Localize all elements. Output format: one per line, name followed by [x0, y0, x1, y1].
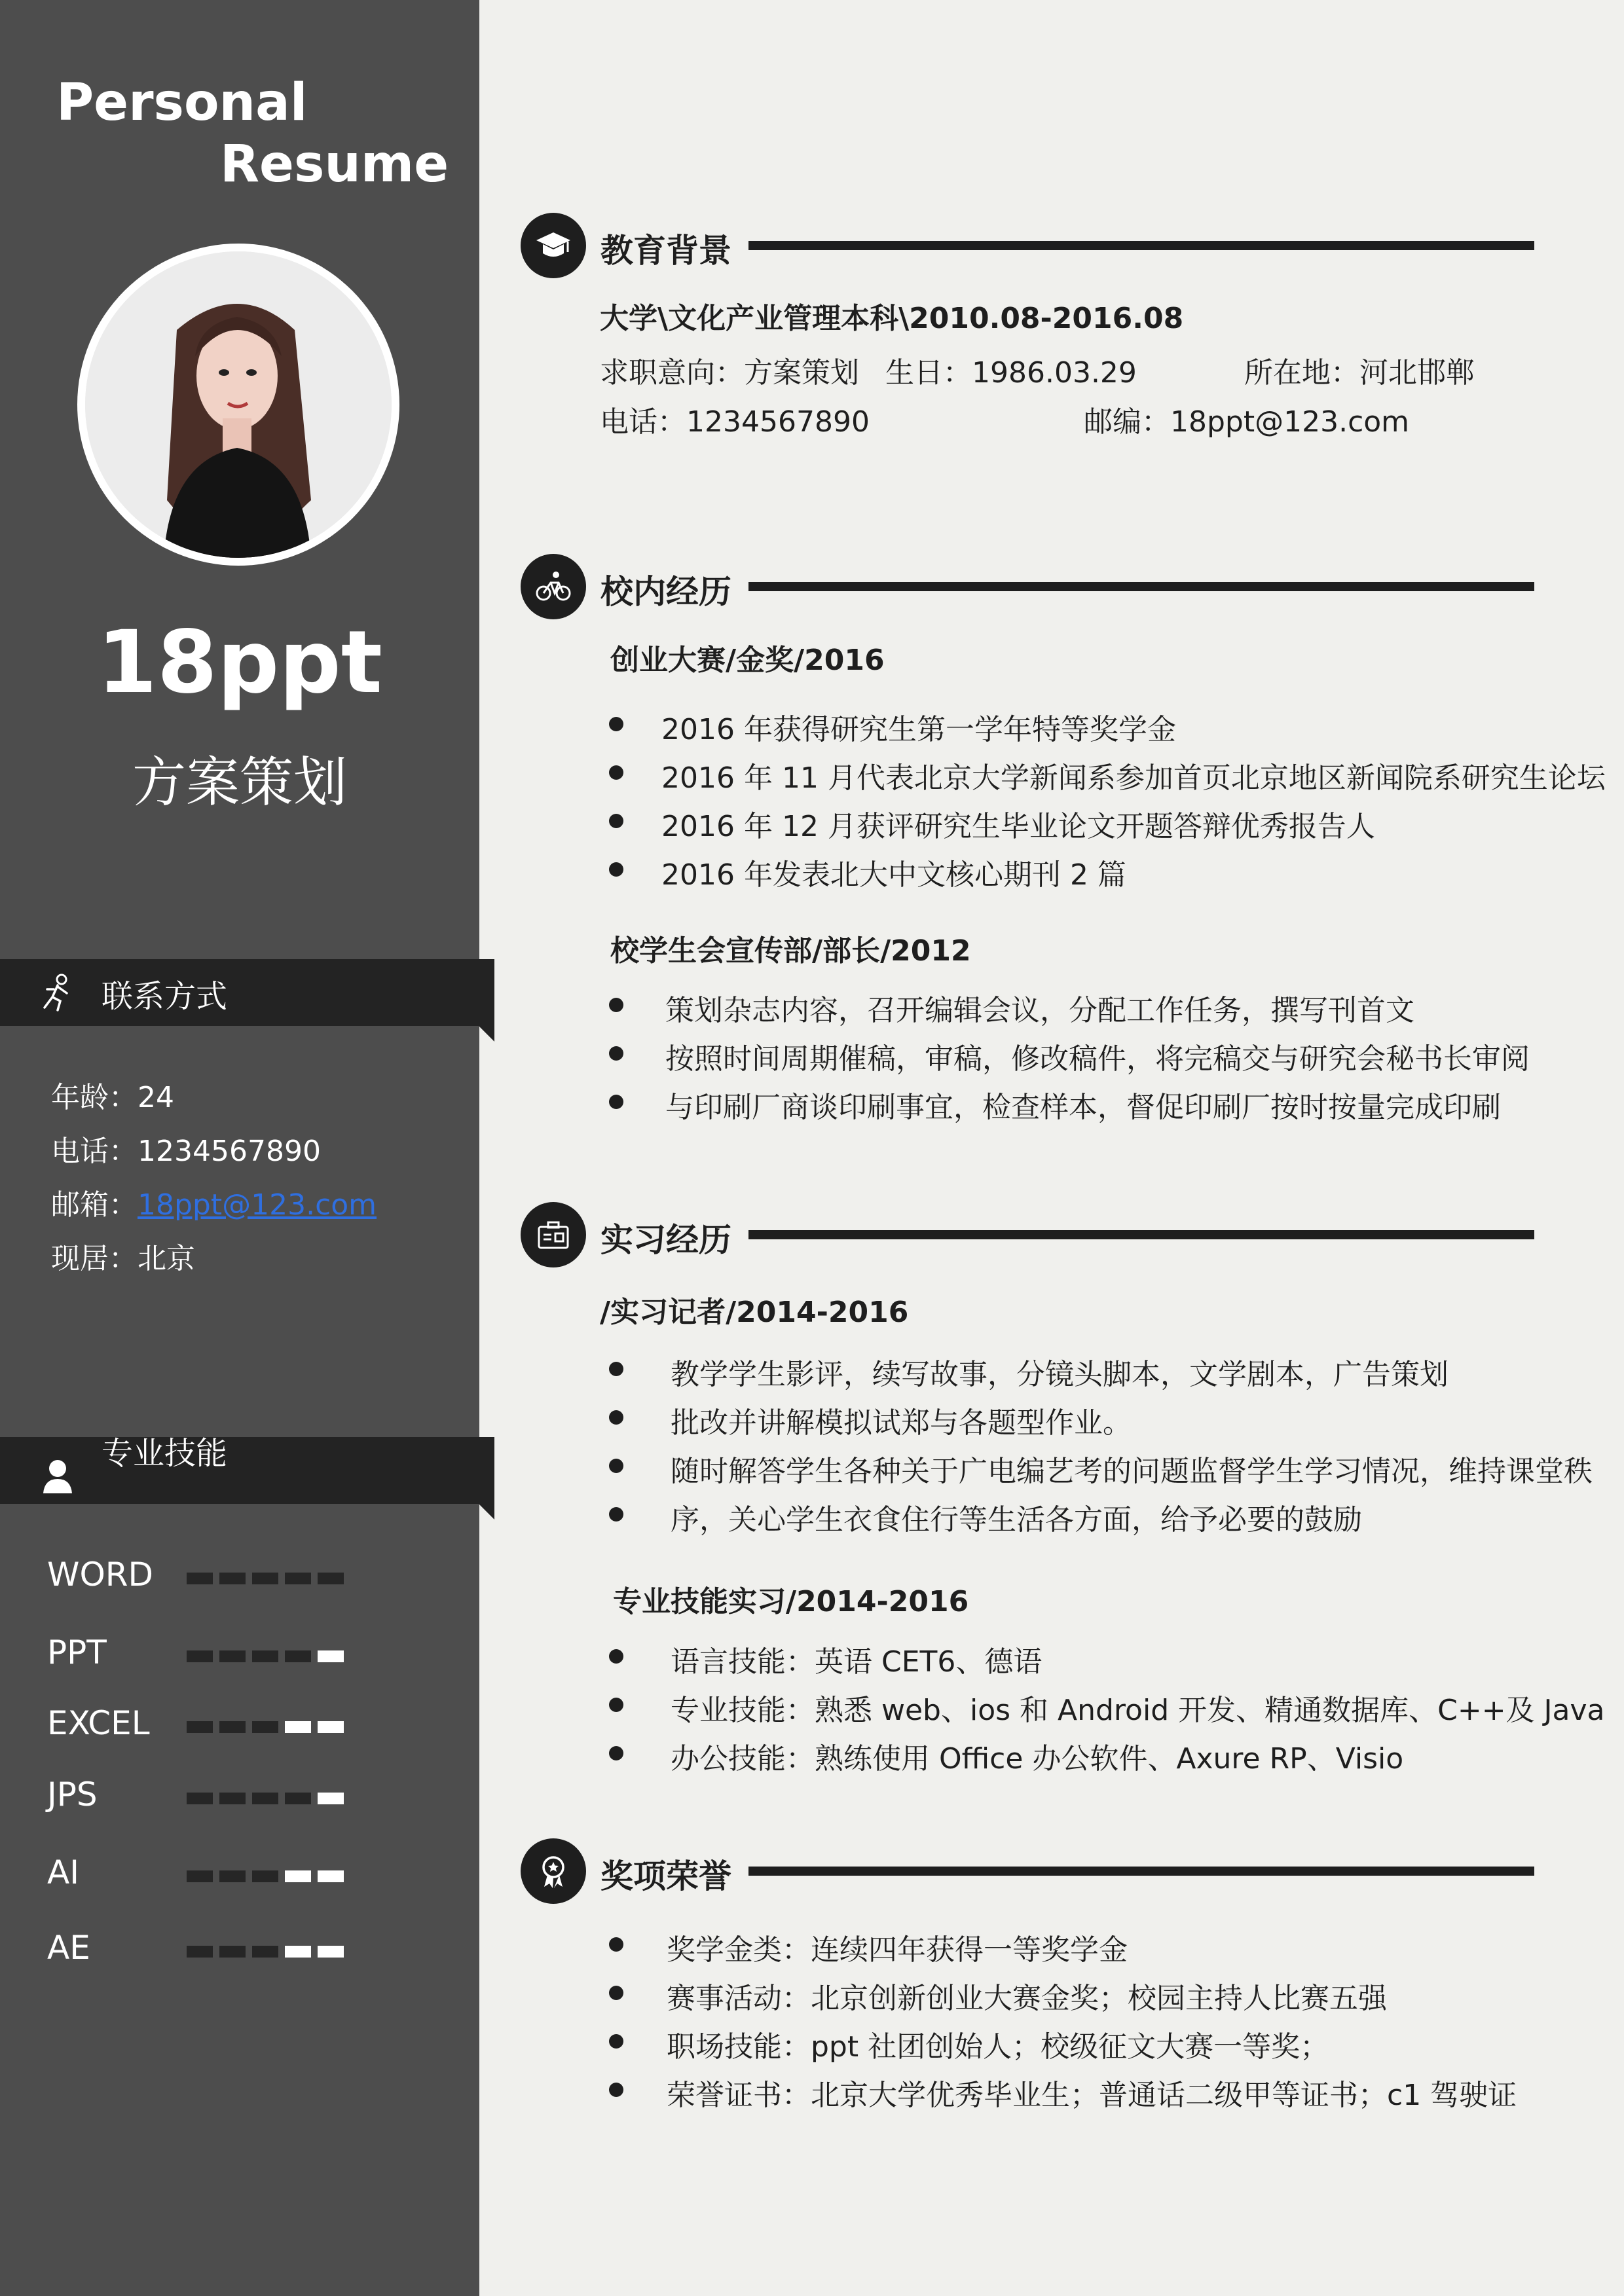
contact-email-label: 邮箱：: [51, 1188, 138, 1222]
award-icon: [535, 1853, 572, 1889]
skill-level-segment: [285, 1650, 311, 1662]
list-item: 随时解答学生各种关于广电编艺考的问题监督学生学习情况，维持课堂秩: [671, 1455, 1593, 1488]
skill-level-segment: [219, 1573, 246, 1584]
skill-level: [187, 1721, 344, 1733]
list-item: 奖学金类：连续四年获得一等奖学金: [667, 1933, 1128, 1967]
list-item: 办公技能：熟练使用 Office 办公软件、Axure RP、Visio: [671, 1742, 1404, 1776]
skill-level-segment: [252, 1721, 278, 1733]
skill-level-segment: [318, 1721, 344, 1733]
bullet-dot: [609, 717, 623, 731]
skill-name: EXCEL: [47, 1704, 150, 1742]
bullet-dot: [609, 1507, 623, 1522]
list-item: 教学学生影评，续写故事，分镜头脚本，文学剧本，广告策划: [671, 1358, 1449, 1391]
skill-level: [187, 1793, 344, 1804]
list-item: 职场技能：ppt 社团创始人；校级征文大赛一等奖；: [667, 2030, 1329, 2064]
internship-heading: 实习经历: [600, 1221, 731, 1259]
awards-heading: 奖项荣誉: [600, 1857, 731, 1895]
education-header: [521, 213, 1536, 278]
campus-header: [521, 554, 1536, 619]
awards-rule: [748, 1867, 1534, 1876]
list-item: 赛事活动：北京创新创业大赛金奖；校园主持人比赛五强: [667, 1982, 1387, 2015]
skill-level-segment: [219, 1650, 246, 1662]
skill-level-segment: [219, 1721, 246, 1733]
education-birth: 生日：1986.03.29: [885, 356, 1137, 390]
contact-age: 年龄：24: [51, 1081, 174, 1114]
skill-level-segment: [187, 1721, 213, 1733]
bullet-dot: [609, 1046, 623, 1061]
skill-level-segment: [187, 1650, 213, 1662]
education-rule: [748, 241, 1534, 250]
bullet-dot: [609, 998, 623, 1012]
avatar: [77, 244, 399, 566]
list-item: 2016 年发表北大中文核心期刊 2 篇: [661, 858, 1126, 892]
title-resume: Resume: [220, 135, 449, 194]
skill-level-segment: [285, 1946, 311, 1958]
internship-icon-circle: [521, 1202, 586, 1267]
skill-level-segment: [252, 1573, 278, 1584]
bullet-dot: [609, 1649, 623, 1664]
person-icon: [38, 1455, 77, 1495]
bullet-dot: [609, 1746, 623, 1760]
list-item: 与印刷厂商谈印刷事宜，检查样本，督促印刷厂按时按量完成印刷: [665, 1091, 1501, 1124]
skill-level-segment: [318, 1573, 344, 1584]
skill-level-segment: [187, 1793, 213, 1804]
bullet-dot: [609, 2083, 623, 2097]
skill-level-segment: [285, 1870, 311, 1882]
bullet-dot: [609, 862, 623, 877]
list-item: 2016 年 11 月代表北京大学新闻系参加首页北京地区新闻院系研究生论坛: [661, 761, 1606, 795]
skill-level-segment: [219, 1870, 246, 1882]
campus-sub1: 创业大赛/金奖/2016: [610, 644, 885, 677]
skill-name: PPT: [47, 1633, 107, 1671]
list-item: 按照时间周期催稿，审稿，修改稿件，将完稿交与研究会秘书长审阅: [665, 1042, 1530, 1076]
list-item: 批改并讲解模拟试郑与各题型作业。: [671, 1406, 1132, 1440]
list-item: 策划杂志内容，召开编辑会议，分配工作任务，撰写刊首文: [665, 994, 1414, 1027]
skill-level-segment: [318, 1870, 344, 1882]
contact-email-row: [51, 1181, 377, 1223]
campus-heading: 校内经历: [600, 573, 731, 611]
person-name: 18ppt: [97, 612, 382, 713]
bullet-dot: [609, 1410, 623, 1425]
skill-level: [187, 1573, 344, 1584]
campus-rule: [748, 582, 1534, 591]
skill-level-segment: [252, 1870, 278, 1882]
skill-level: [187, 1946, 344, 1958]
bullet-dot: [609, 1937, 623, 1952]
internship-sub2: 专业技能实习/2014-2016: [613, 1585, 969, 1618]
education-location: 所在地：河北邯郸: [1244, 356, 1475, 390]
skill-name: AI: [47, 1853, 79, 1891]
education-email: 邮编：18ppt@123.com: [1084, 405, 1410, 439]
internship-header: [521, 1202, 1536, 1267]
contact-email-link[interactable]: 18ppt@123.com: [138, 1188, 377, 1222]
internship-rule: [748, 1230, 1534, 1239]
bullet-dot: [609, 1095, 623, 1109]
campus-icon-circle: [521, 554, 586, 619]
list-item: 语言技能：英语 CET6、德语: [671, 1645, 1043, 1679]
list-item: 2016 年获得研究生第一学年特等奖学金: [661, 713, 1176, 746]
bullet-dot: [609, 1698, 623, 1712]
graduation-cap-icon: [535, 227, 572, 264]
list-item: 专业技能：熟悉 web、ios 和 Android 开发、精通数据库、C++及 Java: [671, 1694, 1605, 1727]
skill-name: JPS: [47, 1776, 98, 1813]
campus-sub2: 校学生会宣传部/部长/2012: [610, 934, 971, 968]
skill-level-segment: [187, 1870, 213, 1882]
bullet-dot: [609, 765, 623, 780]
list-item: 序，关心学生衣食住行等生活各方面，给予必要的鼓励: [671, 1503, 1362, 1537]
skill-level-segment: [318, 1793, 344, 1804]
skill-level-segment: [187, 1573, 213, 1584]
bullet-dot: [609, 2034, 623, 2049]
skills-heading: 专业技能: [101, 1435, 228, 1472]
contact-phone: 电话：1234567890: [51, 1135, 321, 1168]
education-icon-circle: [521, 213, 586, 278]
skill-level-segment: [318, 1650, 344, 1662]
sidebar: [0, 0, 479, 2296]
skill-level-segment: [285, 1721, 311, 1733]
skill-level-segment: [252, 1650, 278, 1662]
awards-icon-circle: [521, 1838, 586, 1904]
skill-level-segment: [187, 1946, 213, 1958]
education-phone: 电话：1234567890: [600, 405, 870, 439]
skill-name: AE: [47, 1929, 90, 1967]
education-heading: 教育背景: [600, 232, 731, 270]
internship-sub1: /实习记者/2014-2016: [600, 1296, 909, 1329]
contact-residence: 现居：北京: [51, 1242, 195, 1275]
list-item: 2016 年 12 月获评研究生毕业论文开题答辩优秀报告人: [661, 810, 1375, 843]
bullet-dot: [609, 814, 623, 828]
briefcase-icon: [535, 1216, 572, 1253]
skill-level: [187, 1870, 344, 1882]
bicycle-icon: [535, 568, 572, 605]
skill-level-segment: [219, 1793, 246, 1804]
bullet-dot: [609, 1986, 623, 2000]
skill-level-segment: [285, 1573, 311, 1584]
contact-section-header: [0, 959, 494, 1026]
bullet-dot: [609, 1362, 623, 1376]
education-intent: 求职意向：方案策划: [600, 356, 859, 390]
skill-level-segment: [285, 1793, 311, 1804]
skill-level-segment: [252, 1793, 278, 1804]
title-personal: Personal: [56, 73, 308, 132]
awards-header: [521, 1838, 1536, 1904]
skills-section-header: [0, 1437, 494, 1504]
list-item: 荣誉证书：北京大学优秀毕业生；普通话二级甲等证书；c1 驾驶证: [667, 2079, 1517, 2112]
skill-name: WORD: [47, 1556, 154, 1594]
skill-level-segment: [219, 1946, 246, 1958]
skill-level-segment: [252, 1946, 278, 1958]
running-person-icon: [38, 974, 77, 1013]
skill-level: [187, 1650, 344, 1662]
portrait-image: [85, 251, 392, 558]
job-title: 方案策划: [132, 752, 347, 814]
bullet-dot: [609, 1459, 623, 1473]
contact-heading: 联系方式: [101, 978, 228, 1015]
education-school: 大学\文化产业管理本科\2010.08-2016.08: [600, 302, 1184, 335]
skill-level-segment: [318, 1946, 344, 1958]
